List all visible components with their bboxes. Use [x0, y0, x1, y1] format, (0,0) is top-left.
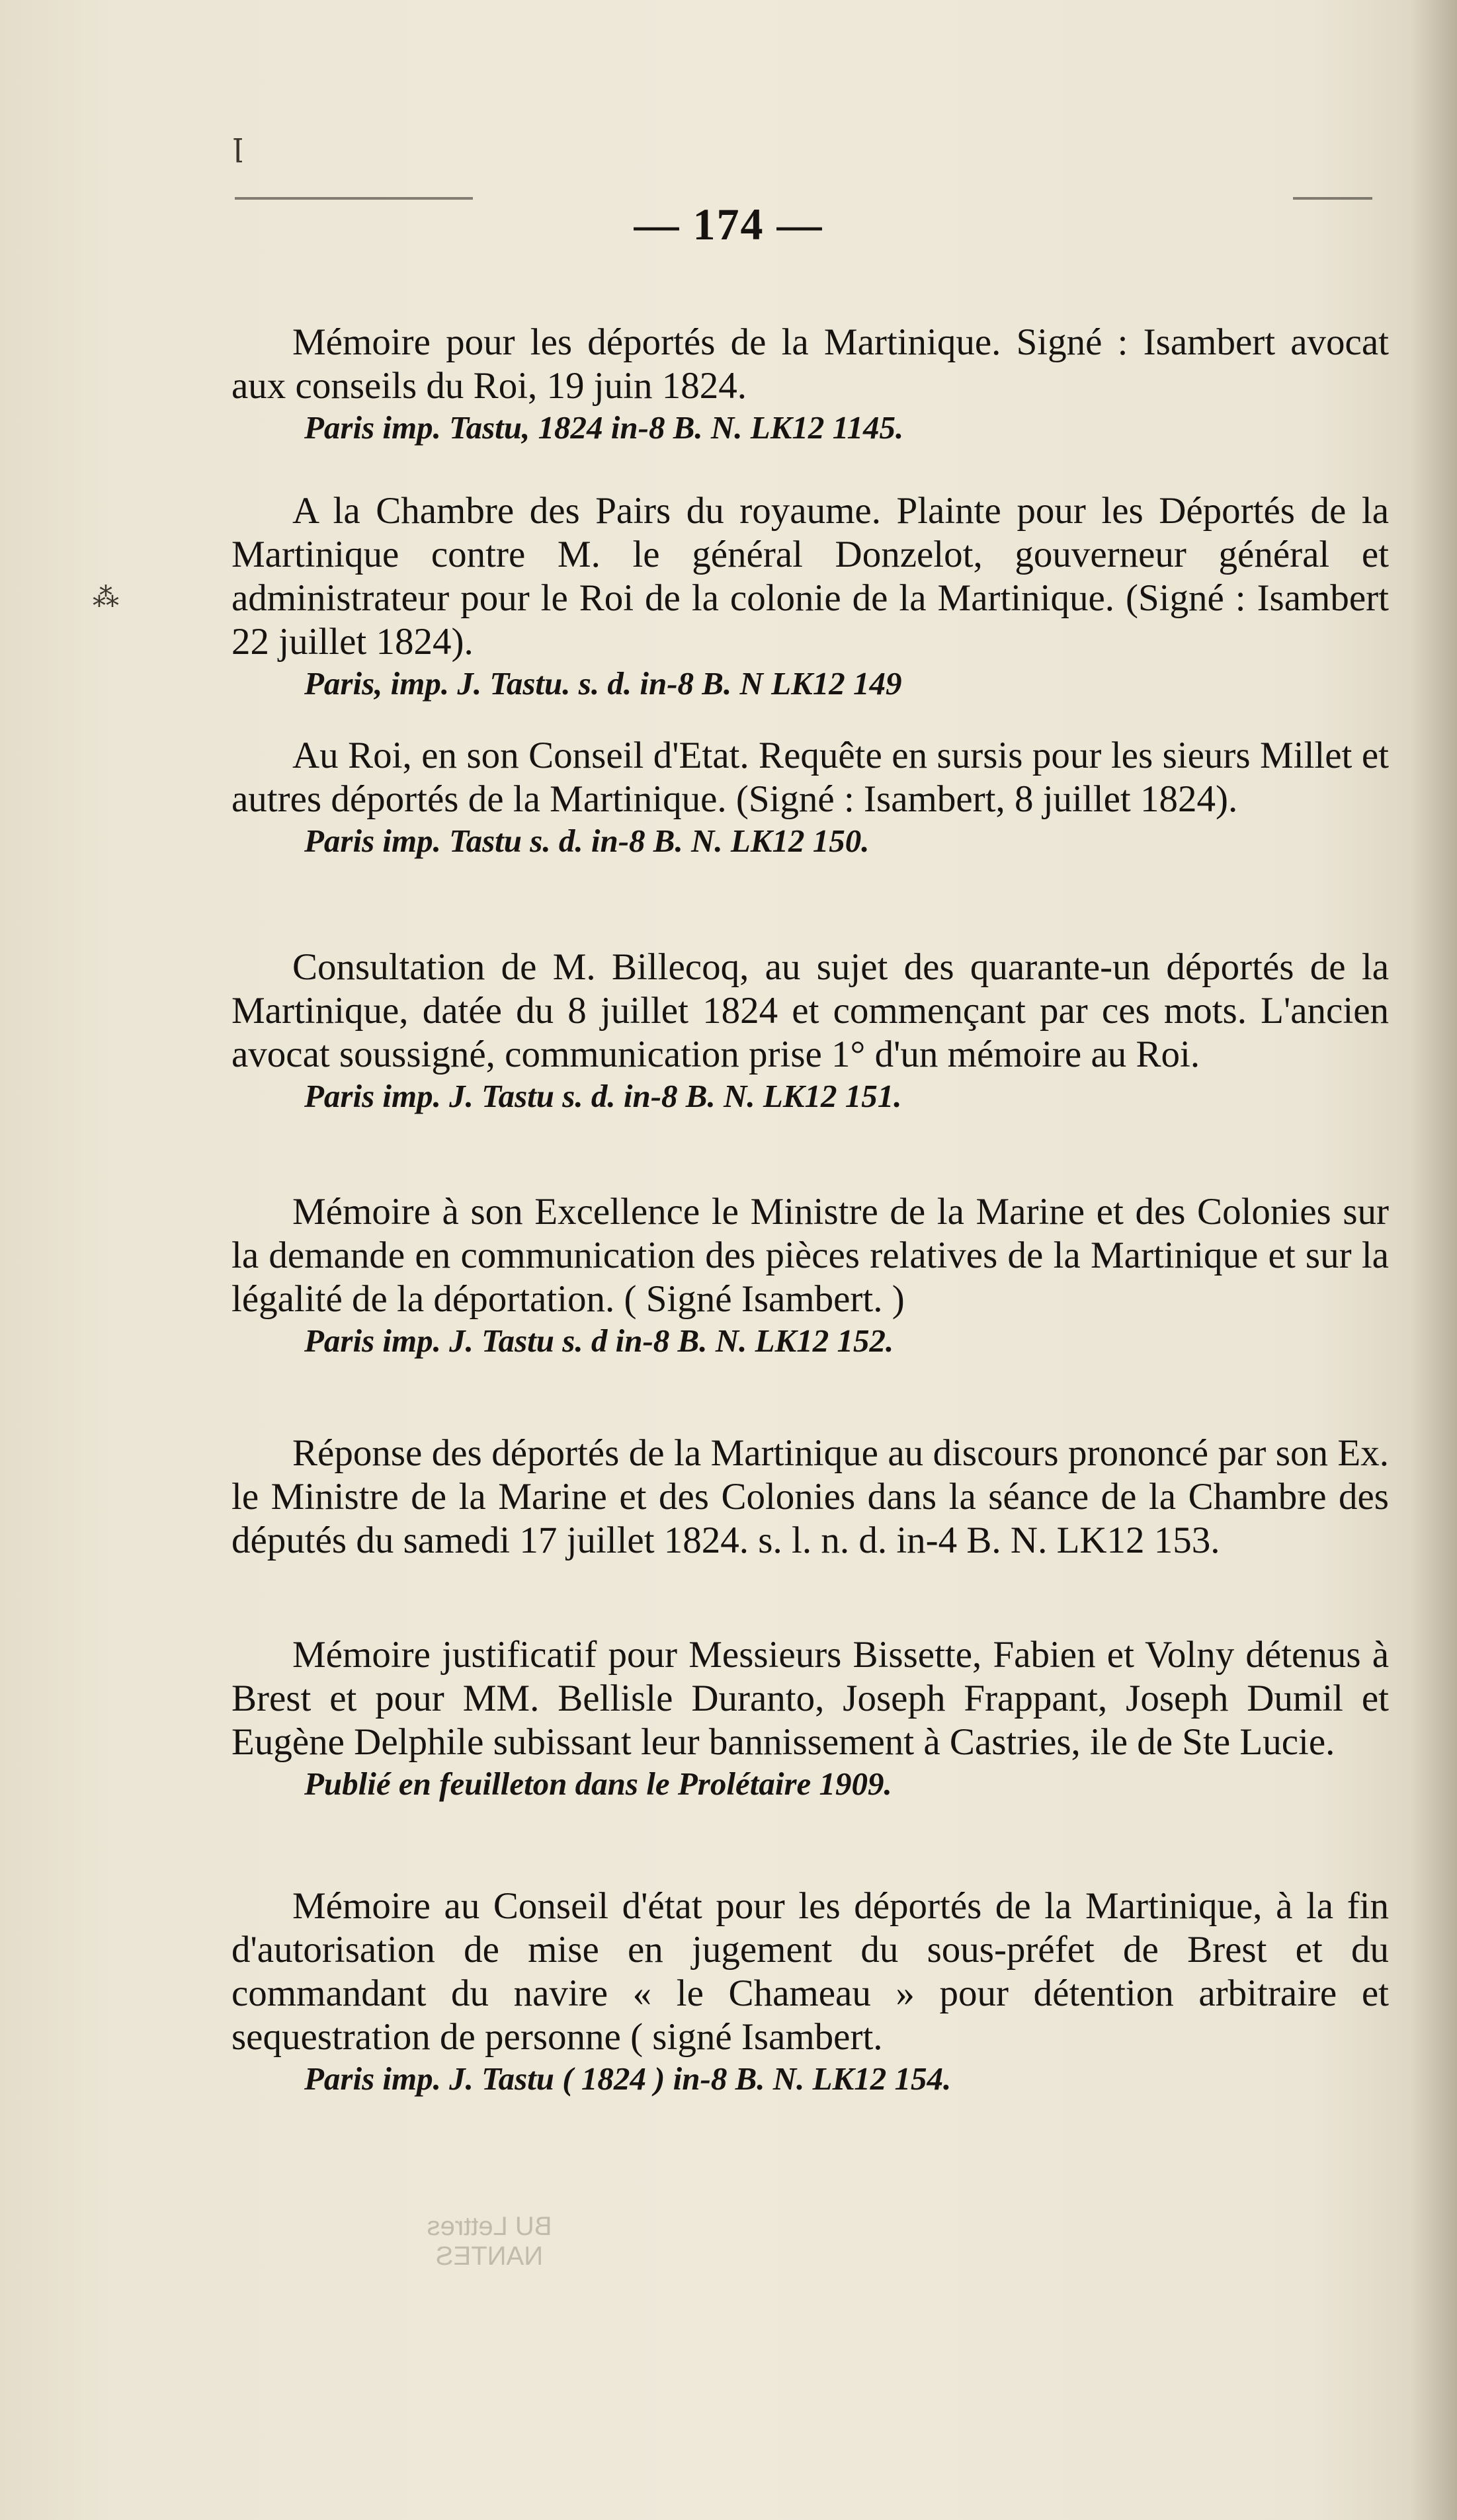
entry-imprint: Paris imp. Tastu, 1824 in-8 B. N. LK12 1145.: [304, 409, 904, 446]
entry-text: Consultation de M. Billecoq, au sujet des quarante-un déportés de la Martinique, datée du 8 juillet 1824 et commençant par ces mots. L'ancien avocat soussigné, communication prise 1° d'un mémoire au Roi.: [231, 946, 1389, 1075]
entry-text: Au Roi, en son Conseil d'Etat. Requête en sursis pour les sieurs Millet et autres déportés de la Martinique. (Signé : Isambert, 8 juillet 1824).: [231, 735, 1389, 820]
entry-text: Réponse des déportés de la Martinique au discours prononcé par son Ex. le Ministre de la Marine et des Colonies dans la séance de la Chambre des députés du samedi 17 juillet 1824. s. l. n. d. in-4 B. N. LK12 153.: [231, 1432, 1389, 1561]
stamp-line: BU Lettres: [427, 2212, 552, 2241]
page-edge-shadow: [1411, 0, 1457, 2520]
entry-text: Mémoire à son Excellence le Ministre de la Marine et des Colonies sur la demande en communication des pièces relatives de la Martinique et sur la légalité de la déportation. ( Signé Isambert. ): [231, 1191, 1389, 1320]
bibliography-entry: [231, 1432, 1389, 1563]
entry-imprint: Paris imp. J. Tastu s. d. in-8 B. N. LK12 151.: [304, 1078, 902, 1114]
bibliography-entry: [231, 946, 1389, 1116]
entry-imprint: Paris imp. Tastu s. d. in-8 B. N. LK12 150.: [304, 823, 870, 859]
stamp-line: NANTES: [435, 2242, 544, 2271]
entry-imprint: Paris imp. J. Tastu s. d in-8 B. N. LK12 152.: [304, 1322, 894, 1359]
entry-imprint: Paris imp. J. Tastu ( 1824 ) in-8 B. N. LK12 154.: [304, 2060, 952, 2097]
ink-mark: ꞁ: [233, 127, 243, 162]
bibliography-entry: [231, 1885, 1389, 2099]
entry-imprint: Paris, imp. J. Tastu. s. d. in-8 B. N LK12 149: [304, 665, 902, 702]
bibliography-entry: [231, 1190, 1389, 1361]
entry-text: A la Chambre des Pairs du royaume. Plainte pour les Déportés de la Martinique contre M. le général Donzelot, gouverneur général et administrateur pour le Roi de la colonie de la Martinique. (Signé : Isambert 22 juillet 1824).: [231, 490, 1389, 663]
page-number: — 174 —: [634, 199, 823, 249]
entry-imprint: Publié en feuilleton dans le Prolétaire 1909.: [304, 1766, 892, 1802]
entry-text: Mémoire pour les déportés de la Martinique. Signé : Isambert avocat aux conseils du Roi, 19 juin 1824.: [231, 321, 1389, 407]
library-stamp-mirrored: [390, 2212, 589, 2271]
bibliography-entry: [231, 489, 1389, 704]
ink-mark: ⁂: [93, 583, 119, 612]
entry-text: Mémoire justificatif pour Messieurs Bissette, Fabien et Volny détenus à Brest et pour MM. Bellisle Duranto, Joseph Frappant, Joseph Dumil et Eugène Delphile subissant leur bannissement à Castries, ile de Ste Lucie.: [231, 1634, 1389, 1763]
bibliography-entry: [231, 1633, 1389, 1804]
bibliography-entry: [231, 321, 1389, 448]
entry-text: Mémoire au Conseil d'état pour les déportés de la Martinique, à la fin d'autorisation de mise en jugement du sous-préfet de Brest et du commandant du navire « le Chameau » pour détention arbitraire et sequestration de personne ( signé Isambert.: [231, 1885, 1389, 2058]
bibliography-entry: [231, 734, 1389, 861]
